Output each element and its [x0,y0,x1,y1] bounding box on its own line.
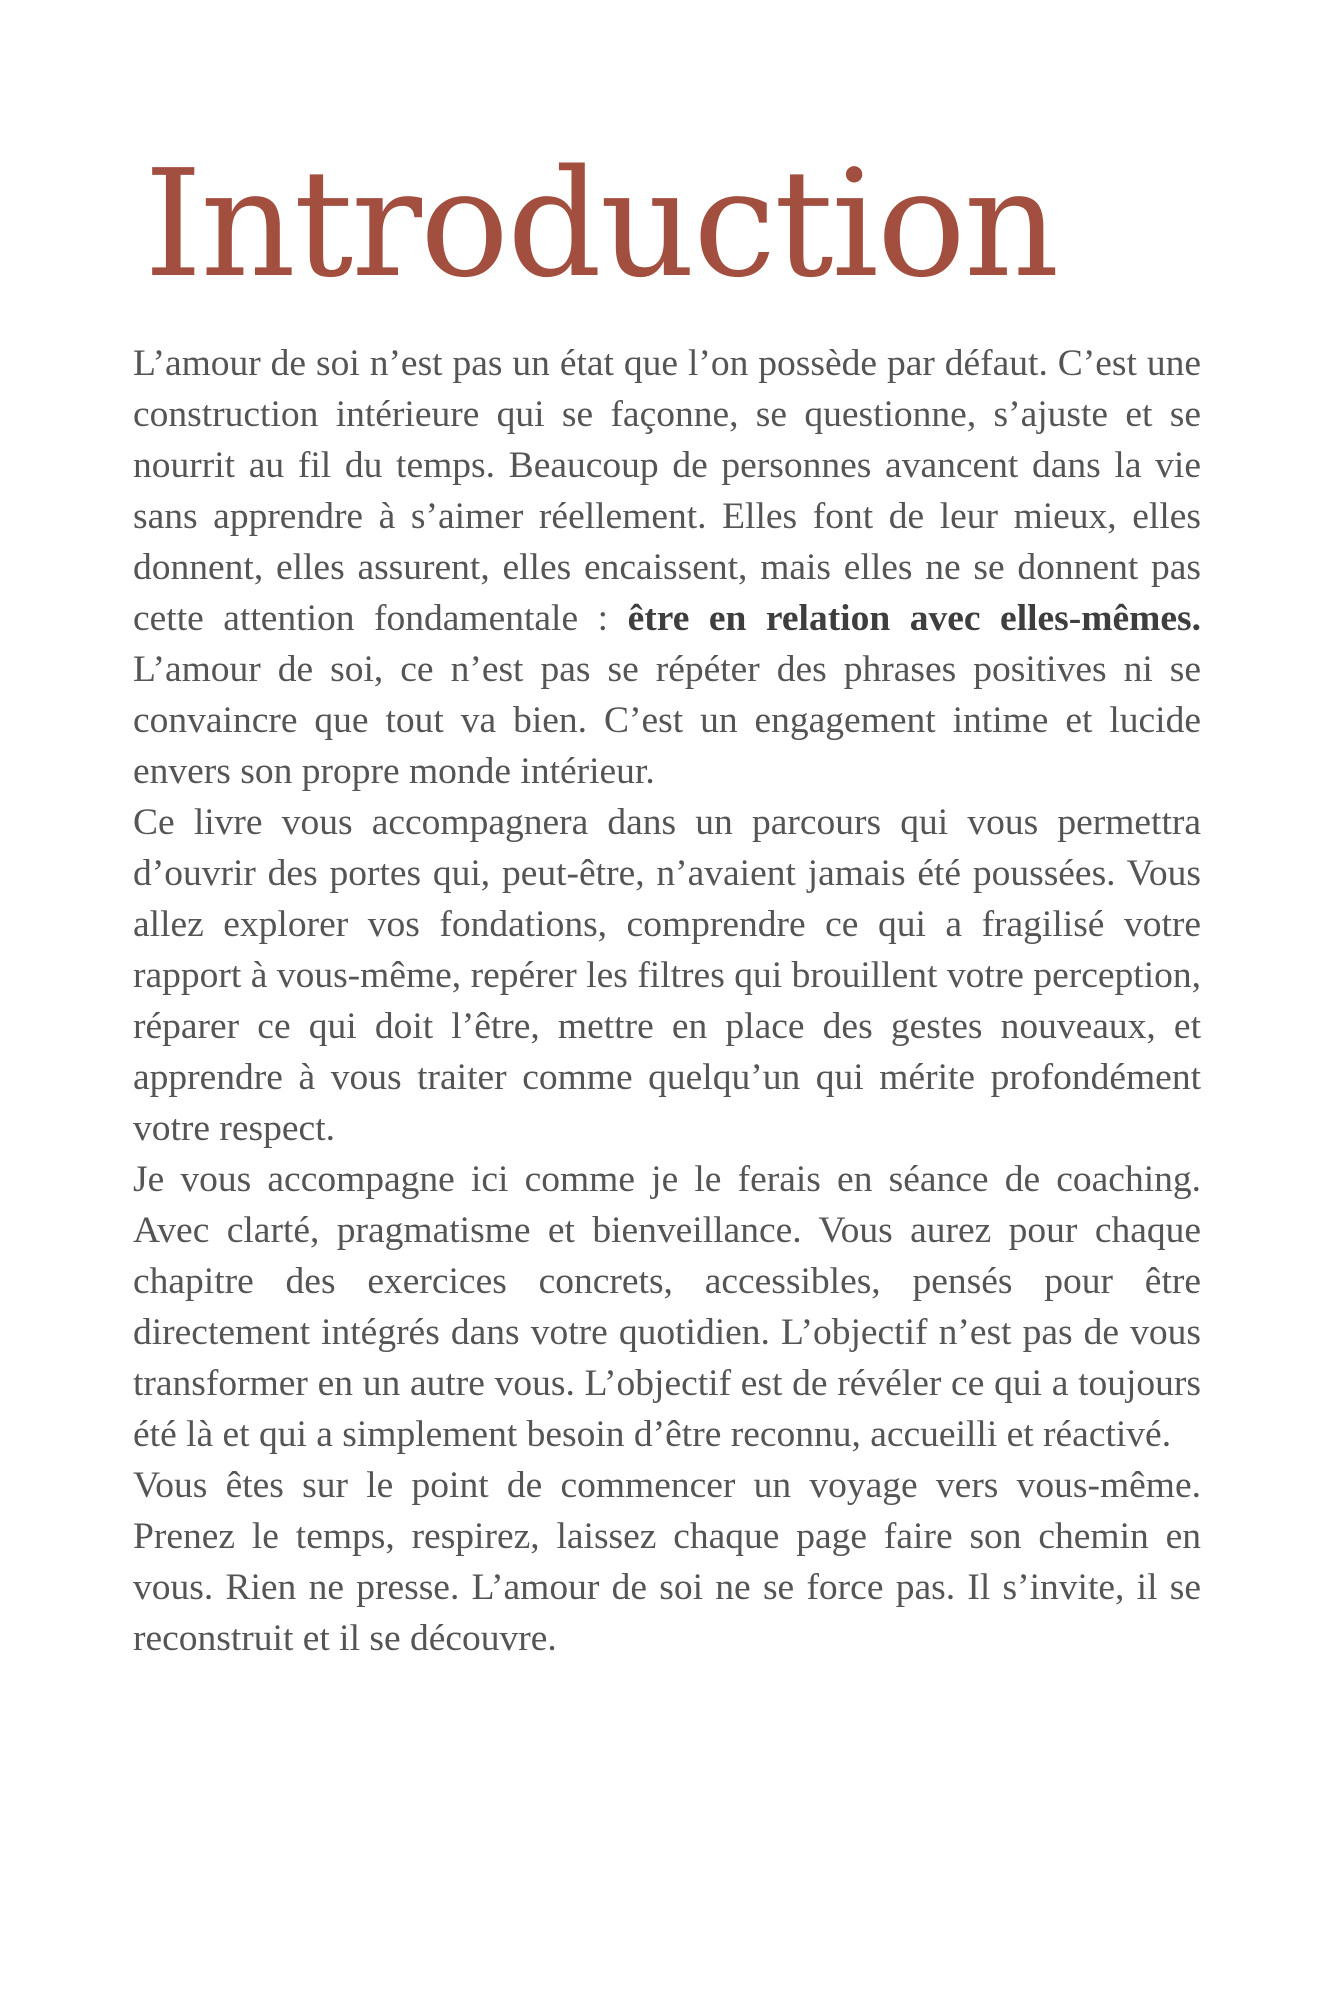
paragraph-2: Ce livre vous accompagnera dans un parcours qui vous permettra d’ouvrir des portes qui, peut-être, n’avaient jamais été poussées. Vous allez explorer vos fondations, comprendre ce qui a fragilisé votre rapport à vous-même, repérer les filtres qui brouillent votre perception, réparer ce qui doit l’être, mettre en place des gestes nouveaux, et apprendre à vous traiter comme quelqu’un qui mérite profondément votre respect. [133,802,1201,1149]
page-title: Introduction [144,138,1058,310]
paragraph-1-text-start: L’amour de soi n’est pas un état que l’on possède par défaut. C’est une construction intérieure qui se façonne, se questionne, s’ajuste et se nourrit au fil du temps. Beaucoup de personnes avancent dans la vie sans apprendre à s’aimer réellement. Elles font de leur mieux, elles donnent, elles assurent, elles encaissent, mais elles ne se donnent pas cette attention fondamentale : [133,343,1201,639]
paragraph-1-bold-phrase: être en relation avec elles-mêmes. [627,598,1201,639]
body-text [133,338,1201,1664]
paragraph-1 [133,338,1201,797]
paragraph-4: Vous êtes sur le point de commencer un voyage vers vous-même. Prenez le temps, respirez, laissez chaque page faire son chemin en vous. Rien ne presse. L’amour de soi ne se force pas. Il s’invite, il se reconstruit et il se découvre. [133,1465,1201,1659]
paragraph-1-text-end: L’amour de soi, ce n’est pas se répéter des phrases positives ni se convaincre que tout va bien. C’est un engagement intime et lucide envers son propre monde intérieur. [133,649,1201,792]
paragraph-3: Je vous accompagne ici comme je le ferais en séance de coaching. Avec clarté, pragmatisme et bienveillance. Vous aurez pour chaque chapitre des exercices concrets, accessibles, pensés pour être directement intégrés dans votre quotidien. L’objectif n’est pas de vous transformer en un autre vous. L’objectif est de révéler ce qui a toujours été là et qui a simplement besoin d’être reconnu, accueilli et réactivé. [133,1159,1201,1455]
